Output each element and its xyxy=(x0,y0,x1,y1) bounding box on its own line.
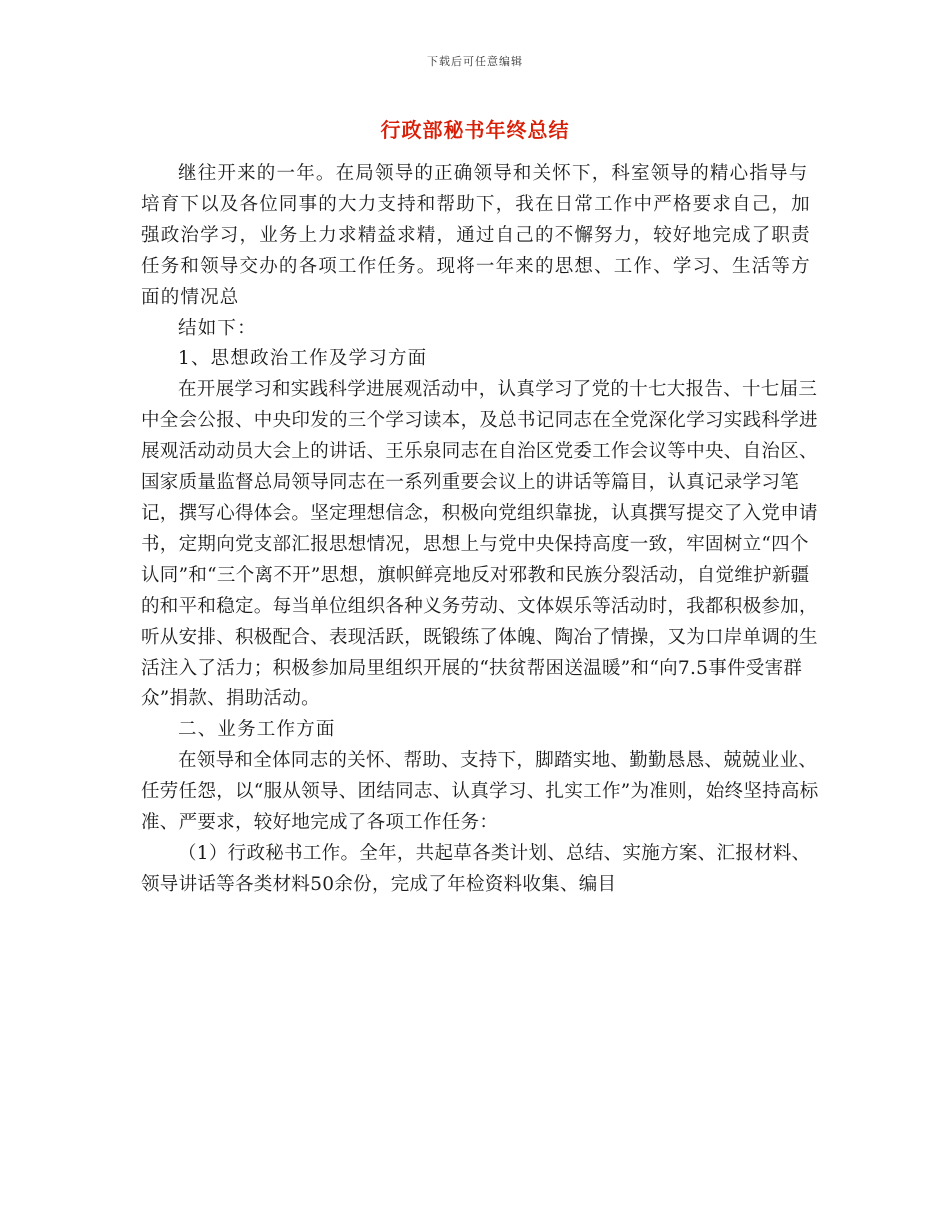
document-body xyxy=(141,159,821,901)
paragraph-intro-end: 结如下： xyxy=(178,317,257,339)
document-title: 行政部秘书年终总结 xyxy=(380,118,570,142)
paragraph-intro: 继往开来的一年。在局领导的正确领导和关怀下，科室领导的精心指导与培育下以及各位同事的大力支持和帮助下，我在日常工作中严格要求自己，加强政治学习，业务上力求精益求精，通过自己的不懈努力，较好地完成了职责任务和领导交办的各项工作任务。现将一年来的思想、工作、学习、生活等方面的情况总 xyxy=(141,163,811,308)
section-heading-2: 二、业务工作方面 xyxy=(178,719,336,741)
paragraph-admin-secretary: （1）行政秘书工作。全年，共起草各类计划、总结、实施方案、汇报材料、领导讲话等各类材料50余份，完成了年检资料收集、编目 xyxy=(141,842,811,895)
paragraph-section-1: 在开展学习和实践科学进展观活动中，认真学习了党的十七大报告、十七届三中全会公报、中央印发的三个学习读本，及总书记同志在全党深化学习实践科学进展观活动动员大会上的讲话、王乐泉同志在自治区党委工作会议等中央、自治区、国家质量监督总局领导同志在一系列重要会议上的讲话等篇目，认真记录学习笔记，撰写心得体会。坚定理想信念，积极向党组织靠拢，认真撰写提交了入党申请书，定期向党支部汇报思想情况，思想上与党中央保持高度一致，牢固树立“四个认同”和“三个离不开”思想，旗帜鲜亮地反对邪教和民族分裂活动，自觉维护新疆的和平和稳定。每当单位组织各种义务劳动、文体娱乐等活动时，我都积极参加，听从安排、积极配合、表现活跃，既锻练了体魄、陶冶了情操，又为口岸单调的生活注入了活力；积极参加局里组织开展的“扶贫帮困送温暖”和“向7.5事件受害群众”捐款、捐助活动。 xyxy=(141,379,818,710)
section-heading-1: 1、思想政治工作及学习方面 xyxy=(178,348,428,370)
header-note: 下载后可任意编辑 xyxy=(427,55,523,68)
paragraph-section-2: 在领导和全体同志的关怀、帮助、支持下，脚踏实地、勤勤恳恳、兢兢业业、任劳任怨，以“服从领导、团结同志、认真学习、扎实工作”为准则，始终坚持高标准、严要求，较好地完成了各项工作任务： xyxy=(141,750,819,834)
